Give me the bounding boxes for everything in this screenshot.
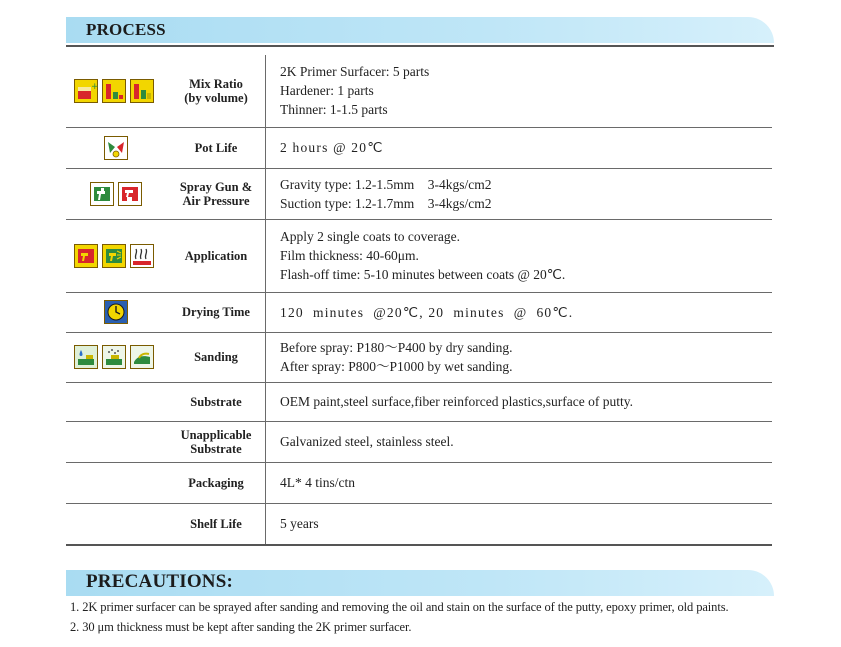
- row-icons: [66, 332, 167, 382]
- row-icons: [66, 503, 167, 545]
- mix-ratio-hardener-icon: [102, 79, 126, 103]
- spray-coats-icon: [74, 244, 98, 268]
- row-icons: [66, 292, 167, 332]
- row-icons: [66, 55, 167, 127]
- precaution-item: 1. 2K primer surfacer can be sprayed after sanding and removing the oil and stain on the surface of the putty, epoxy primer, old paints.: [70, 600, 729, 614]
- row-label: Spray Gun & Air Pressure: [167, 168, 266, 219]
- process-table: [66, 55, 772, 546]
- film-thickness-icon: [102, 244, 126, 268]
- row-label: Pot Life: [167, 127, 266, 168]
- gravity-spray-gun-icon: [90, 182, 114, 206]
- row-value: 2K Primer Surfacer: 5 parts Hardener: 1 parts Thinner: 1-1.5 parts: [266, 55, 773, 127]
- row-label: Mix Ratio (by volume): [167, 55, 266, 127]
- row-value: Galvanized steel, stainless steel.: [266, 421, 773, 462]
- table-row: [66, 292, 772, 332]
- row-value: 4L* 4 tins/ctn: [266, 462, 773, 503]
- table-row: [66, 503, 772, 545]
- mix-ratio-primer-icon: [74, 79, 98, 103]
- row-icons: [66, 382, 167, 421]
- table-row: [66, 168, 772, 219]
- hand-sanding-icon: [130, 345, 154, 369]
- table-row: [66, 421, 772, 462]
- suction-spray-gun-icon: [118, 182, 142, 206]
- row-value: Gravity type: 1.2-1.5mm 3-4kgs/cm2 Suction type: 1.2-1.7mm 3-4kgs/cm2: [266, 168, 773, 219]
- row-value: Apply 2 single coats to coverage. Film thickness: 40-60μm. Flash-off time: 5-10 minutes between coats @ 20℃.: [266, 219, 773, 292]
- row-value: 2 hours @ 20℃: [266, 127, 773, 168]
- row-label: Drying Time: [167, 292, 266, 332]
- process-title: PROCESS: [86, 20, 166, 39]
- table-row: [66, 332, 772, 382]
- table-row: [66, 382, 772, 421]
- clock-icon: [104, 300, 128, 324]
- flash-off-icon: [130, 244, 154, 268]
- precaution-item: 2. 30 μm thickness must be kept after sanding the 2K primer surfacer.: [70, 620, 412, 634]
- dry-sanding-icon: [102, 345, 126, 369]
- table-top-rule: [66, 45, 774, 47]
- table-row: [66, 55, 772, 127]
- row-value: OEM paint,steel surface,fiber reinforced plastics,surface of putty.: [266, 382, 773, 421]
- row-icons: [66, 462, 167, 503]
- svg-text:+: +: [91, 81, 99, 92]
- row-value: Before spray: P180〜P400 by dry sanding. After spray: P800〜P1000 by wet sanding.: [266, 332, 773, 382]
- row-icons: [66, 168, 167, 219]
- precautions-banner: [66, 570, 774, 596]
- row-value: 5 years: [266, 503, 773, 545]
- table-row: [66, 462, 772, 503]
- row-label: Substrate: [167, 382, 266, 421]
- mix-ratio-thinner-icon: [130, 79, 154, 103]
- precautions-title: PRECAUTIONS:: [86, 571, 234, 592]
- row-icons: [66, 127, 167, 168]
- wet-sanding-icon: [74, 345, 98, 369]
- row-icons: [66, 421, 167, 462]
- row-icons: [66, 219, 167, 292]
- row-value: 120 minutes @20℃, 20 minutes @ 60℃.: [266, 292, 773, 332]
- pot-life-icon: [104, 136, 128, 160]
- process-banner: [66, 17, 774, 43]
- row-label: Packaging: [167, 462, 266, 503]
- row-label: Application: [167, 219, 266, 292]
- row-label: Sanding: [167, 332, 266, 382]
- table-row: [66, 219, 772, 292]
- row-label: Shelf Life: [167, 503, 266, 545]
- table-row: [66, 127, 772, 168]
- row-label: Unapplicable Substrate: [167, 421, 266, 462]
